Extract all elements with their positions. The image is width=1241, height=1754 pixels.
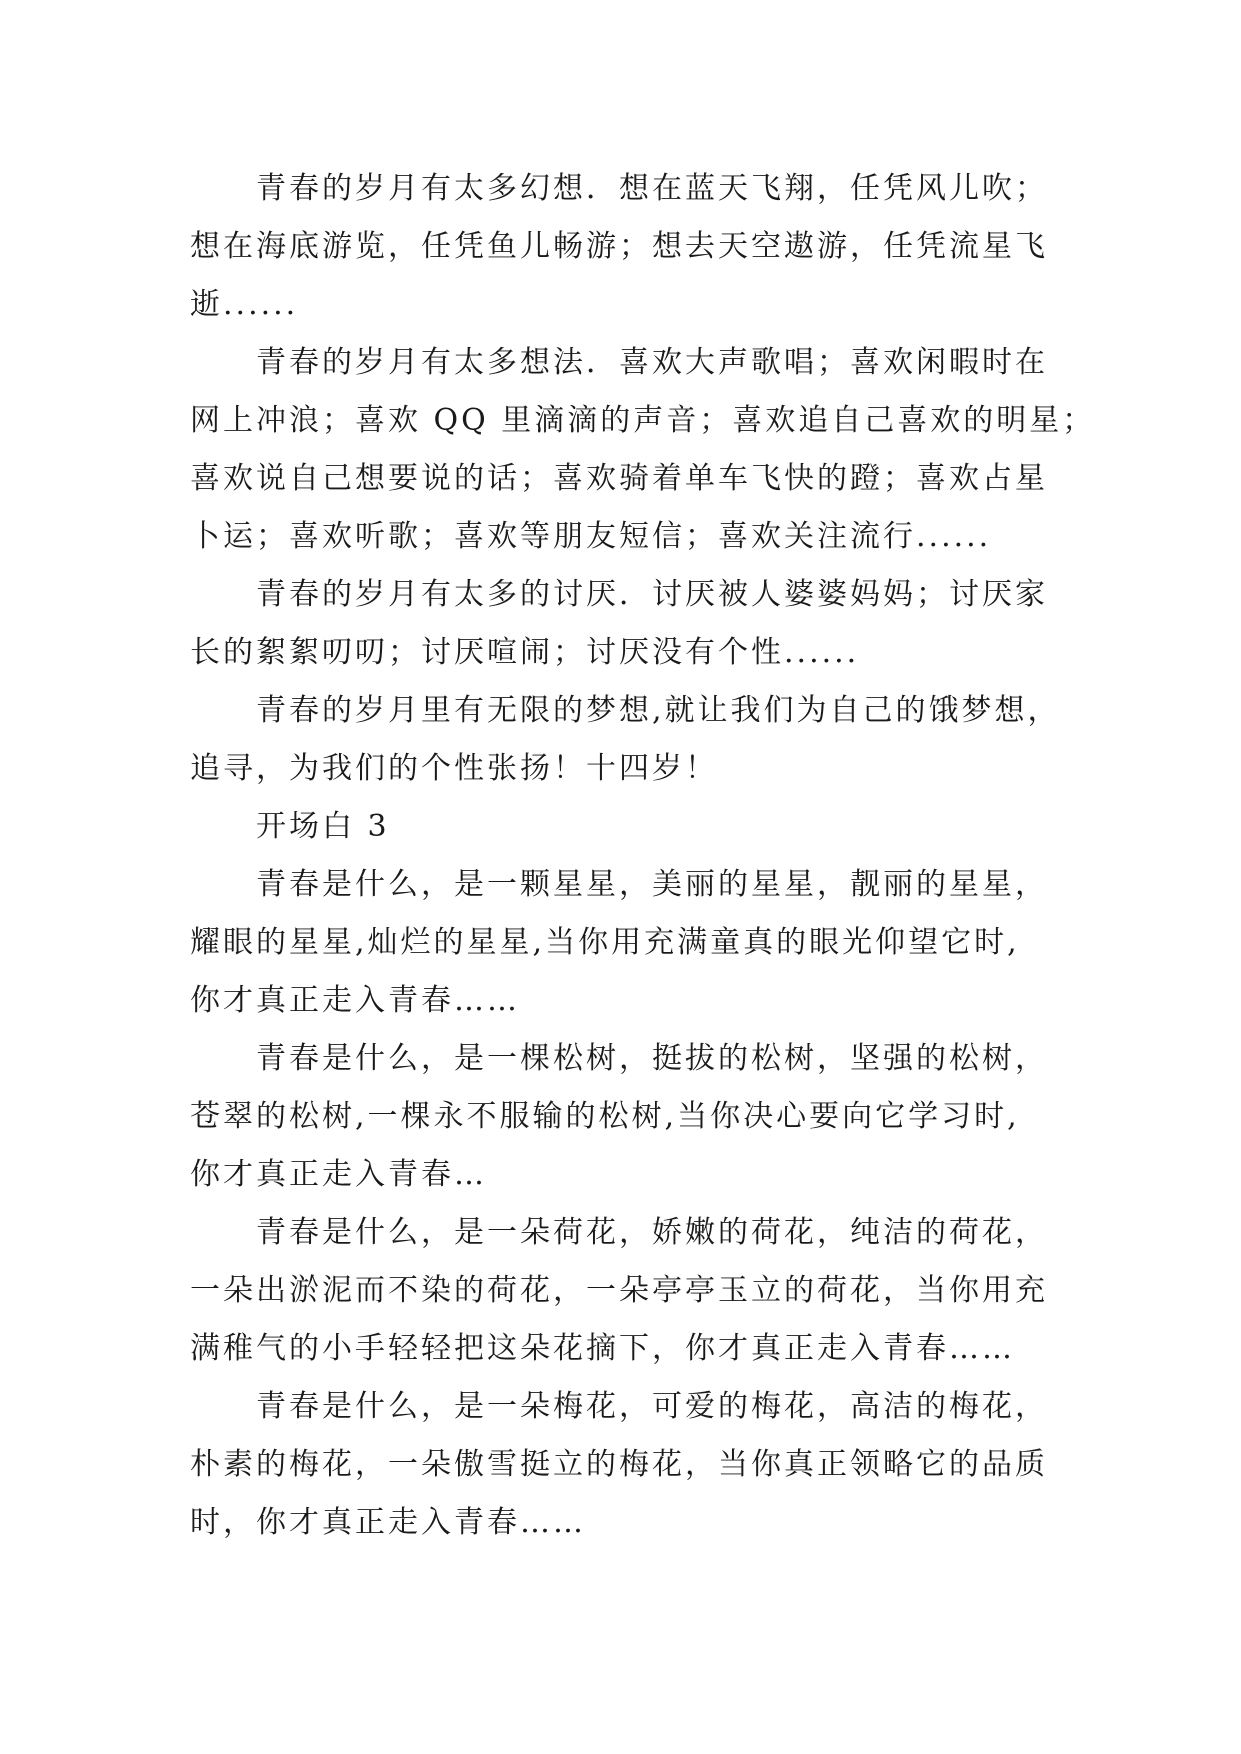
text-line: 青春是什么，是一朵梅花，可爱的梅花，高洁的梅花， xyxy=(256,1389,1048,1424)
paragraph-1 xyxy=(190,160,1060,334)
paragraph-6 xyxy=(190,856,1060,1030)
paragraph-4 xyxy=(190,682,1060,798)
text-line: 喜欢说自己想要说的话；喜欢骑着单车飞快的蹬；喜欢占星 xyxy=(190,461,1048,496)
text-line: 耀眼的星星,灿烂的星星,当你用充满童真的眼光仰望它时, xyxy=(190,925,1020,960)
text-line: 青春的岁月有太多的讨厌．讨厌被人婆婆妈妈；讨厌家 xyxy=(256,577,1048,612)
paragraph-2 xyxy=(190,334,1096,566)
text-line: 青春的岁月有太多幻想．想在蓝天飞翔，任凭风儿吹； xyxy=(256,171,1048,206)
paragraph-9 xyxy=(190,1378,1060,1552)
text-line: 青春的岁月里有无限的梦想,就让我们为自己的饿梦想， xyxy=(256,693,1061,728)
text-line: 想在海底游览，任凭鱼儿畅游；想去天空遨游，任凭流星飞 xyxy=(190,229,1048,264)
paragraph-3 xyxy=(190,566,1060,682)
text-line: 你才真正走入青春…… xyxy=(190,983,520,1018)
text-line: 网上冲浪；喜欢 QQ 里滴滴的声音；喜欢追自己喜欢的明星； xyxy=(190,403,1096,438)
text-line: 卜运；喜欢听歌；喜欢等朋友短信；喜欢关注流行...... xyxy=(190,519,992,554)
text-line: 开场白 3 xyxy=(256,809,390,844)
text-line: 追寻，为我们的个性张扬！十四岁！ xyxy=(190,751,718,786)
text-line: 逝...... xyxy=(190,287,299,322)
text-line: 一朵出淤泥而不染的荷花，一朵亭亭玉立的荷花，当你用充 xyxy=(190,1273,1048,1308)
paragraph-7 xyxy=(190,1030,1060,1204)
text-line: 青春的岁月有太多想法．喜欢大声歌唱；喜欢闲暇时在 xyxy=(256,345,1048,380)
text-line: 满稚气的小手轻轻把这朵花摘下，你才真正走入青春…… xyxy=(190,1331,1015,1366)
text-line: 青春是什么，是一朵荷花，娇嫩的荷花，纯洁的荷花， xyxy=(256,1215,1048,1250)
document-body xyxy=(190,160,1096,1552)
text-line: 朴素的梅花，一朵傲雪挺立的梅花，当你真正领略它的品质 xyxy=(190,1447,1048,1482)
text-line: 青春是什么，是一颗星星，美丽的星星，靓丽的星星， xyxy=(256,867,1048,902)
text-line: 长的絮絮叨叨；讨厌喧闹；讨厌没有个性...... xyxy=(190,635,860,670)
text-line: 苍翠的松树,一棵永不服输的松树,当你决心要向它学习时, xyxy=(190,1099,1020,1134)
section-heading xyxy=(190,798,1060,856)
text-line: 青春是什么，是一棵松树，挺拔的松树，坚强的松树， xyxy=(256,1041,1048,1076)
paragraph-8 xyxy=(190,1204,1060,1378)
text-line: 时，你才真正走入青春…… xyxy=(190,1505,586,1540)
text-line: 你才真正走入青春… xyxy=(190,1157,487,1192)
